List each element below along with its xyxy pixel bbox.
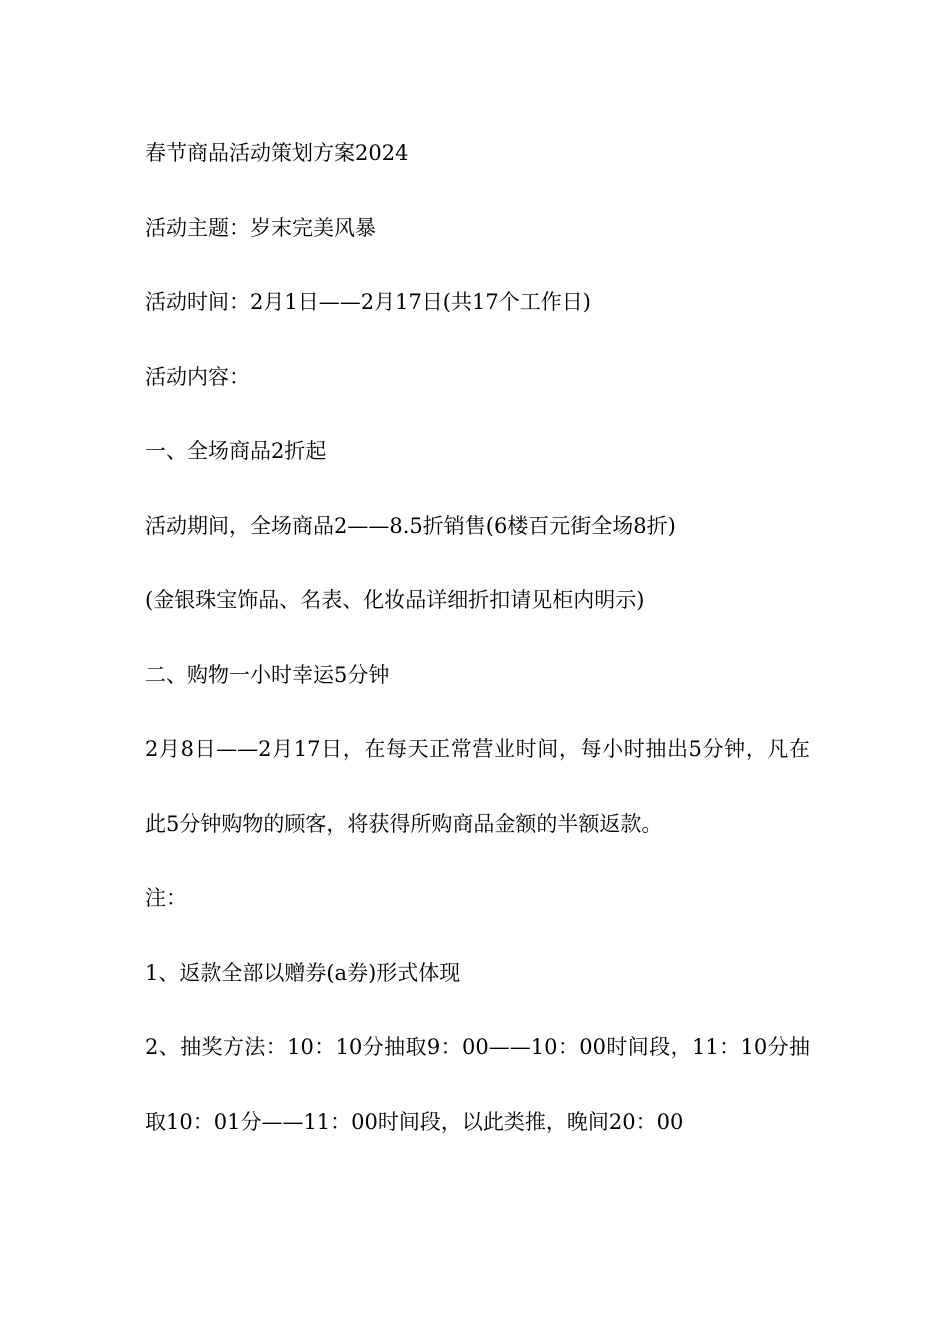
activity-time: 活动时间：2月1日——2月17日(共17个工作日)	[145, 290, 591, 314]
note-1: 1、返款全部以赠券(a券)形式体现	[145, 960, 461, 985]
section-1-text: 活动期间，全场商品2——8.5折销售(6楼百元街全场8折)	[145, 513, 676, 538]
document-title: 春节商品活动策划方案2024	[145, 141, 409, 165]
note-label: 注：	[145, 886, 187, 910]
section-2-text: 2月8日——2月17日，在每天正常营业时间，每小时抽出5分钟，凡在此5分钟购物的顾客，将获得所购商品金额的半额返款。	[145, 737, 810, 836]
activity-content-label: 活动内容：	[145, 364, 250, 389]
section-2-heading: 二、购物一小时幸运5分钟	[145, 662, 390, 687]
note-2: 2、抽奖方法：10：10分抽取9：00——10：00时间段，11：10分抽取10：01分——11：00时间段，以此类推，晚间20：00	[145, 1035, 810, 1134]
activity-theme: 活动主题：岁末完美风暴	[145, 215, 376, 240]
document-body	[145, 132, 810, 1159]
section-1-heading: 一、全场商品2折起	[145, 439, 327, 463]
section-1-note: (金银珠宝饰品、名表、化妆品详细折扣请见柜内明示)	[145, 588, 645, 612]
